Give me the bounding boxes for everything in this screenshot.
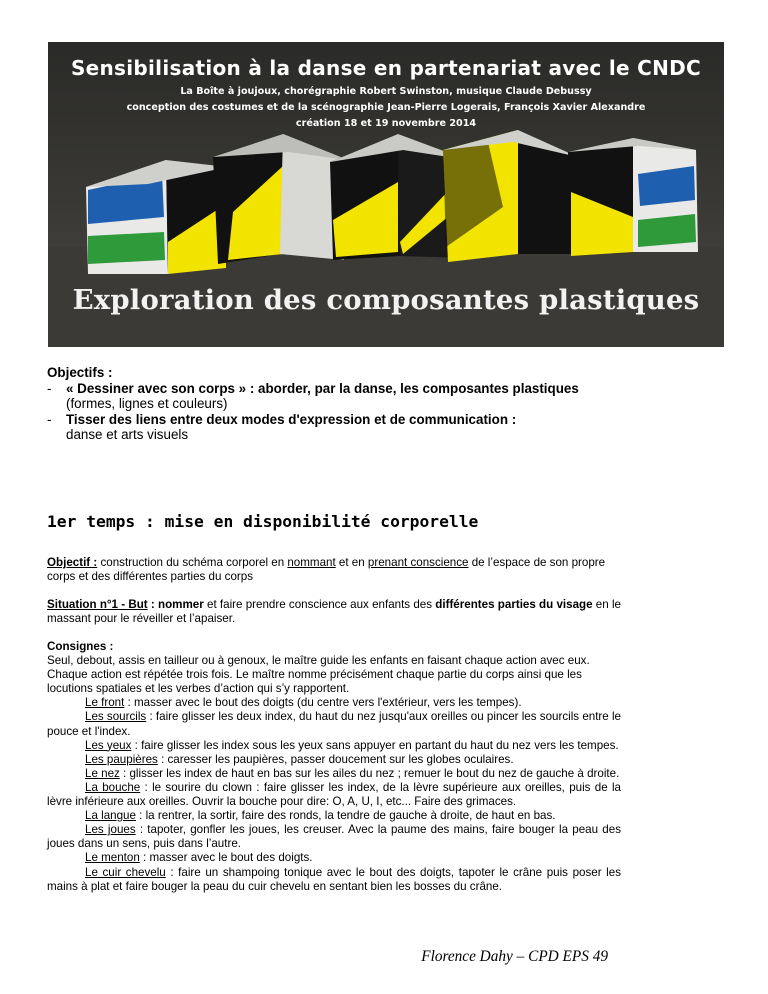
item-text: : glisser les index de haut en bas sur les ailes du nez ; remuer le bout du nez de gauche à droite. (119, 766, 620, 780)
text: : (147, 598, 158, 611)
item-text: : faire un shampoing tonique avec le bout des doigts, tapoter le crâne puis poser les mains à plat et faire bouger la peau du cuir chevelu en sentant bien les bosses du crâne. (47, 865, 621, 893)
objective-item-1 (47, 381, 627, 412)
item-label: Le nez (85, 766, 120, 780)
item-label: Les sourcils (85, 710, 147, 724)
prism-4 (443, 130, 578, 262)
text: prenant conscience (367, 556, 469, 569)
item-label: La bouche (85, 780, 141, 794)
instruction-item (47, 767, 621, 781)
instruction-item (47, 739, 621, 753)
banner-big-title: Exploration des composantes plastiques (72, 284, 700, 316)
dash-bullet: - (47, 380, 52, 396)
dash-bullet: - (47, 411, 52, 427)
item-text: : faire glisser les index sous les yeux sans appuyer en partant du haut du nez vers les tempes. (131, 738, 619, 752)
situation-paragraph (47, 598, 621, 626)
item-label: La langue (85, 809, 136, 823)
objective-2-rest: danse et arts visuels (66, 427, 189, 443)
objective-1-bold: « Dessiner avec son corps » : aborder, par la danse, les composantes plastiques (66, 380, 579, 396)
prism-5 (568, 138, 698, 256)
text: nommer (158, 598, 204, 611)
instruction-item (47, 696, 621, 710)
item-label: Les yeux (85, 738, 132, 752)
section-title: 1er temps : mise en disponibilité corporelle (47, 512, 479, 531)
text: et faire prendre conscience aux enfants des (203, 598, 436, 611)
signature: Florence Dahy – CPD EPS 49 (421, 948, 608, 965)
objective-item-2 (47, 412, 627, 443)
objectives-heading: Objectifs : (47, 365, 113, 380)
objective-2-bold: Tisser des liens entre deux modes d'expression et de communication : (66, 411, 517, 427)
objective-label: Objectif : (47, 556, 98, 569)
instructions-intro: Seul, debout, assis en tailleur ou à genoux, le maître guide les enfants en faisant chaque action avec eux. Chaque action est répétée trois fois. Le maître nomme précisément chaque partie du corps ainsi que les locutions spatiales et les verbes d’action qui s’y rapportent. (47, 654, 590, 696)
text: de l’espace de son propre corps et des différentes parties du corps (47, 556, 606, 584)
item-text: : la rentrer, la sortir, faire des ronds, la tendre de gauche à droite, de haut en bas. (135, 809, 556, 823)
instruction-item (47, 753, 621, 767)
item-label: Le cuir chevelu (85, 865, 166, 879)
instruction-item (47, 809, 621, 823)
text: et en (335, 556, 368, 569)
situation-label: Situation n°1 - But (47, 598, 148, 611)
instruction-item (47, 823, 621, 851)
banner-title: Sensibilisation à la danse en partenariat avec le CNDC (70, 56, 702, 80)
text: construction du schéma corporel en (97, 556, 288, 569)
item-text: : masser avec le bout des doigts. (139, 851, 313, 865)
item-label: Le front (85, 696, 125, 710)
item-label: Les paupières (85, 752, 158, 766)
objective-1-rest: (formes, lignes et couleurs) (66, 396, 228, 412)
instructions-label: Consignes : (47, 640, 114, 653)
item-text: : masser avec le bout des doigts (du centre vers l'extérieur, vers les tempes). (124, 696, 522, 710)
objective-paragraph (47, 556, 621, 584)
text: différentes parties du visage (435, 598, 593, 611)
banner-credits-line-1: La Boîte à joujoux, chorégraphie Robert Swinston, musique Claude Debussy (180, 86, 592, 97)
text: nommant (287, 556, 336, 569)
banner-image (48, 42, 724, 347)
instruction-item (47, 710, 621, 738)
item-label: Le menton (85, 851, 140, 865)
instruction-item (47, 866, 621, 894)
instructions-block (47, 640, 621, 894)
text: en le massant pour le réveiller et l’apaiser. (47, 598, 621, 626)
item-text: : caresser les paupières, passer doucement sur les globes oculaires. (157, 752, 514, 766)
objectives-block (47, 365, 627, 443)
item-text: : tapoter, gonfler les joues, les creuser. Avec la paume des mains, faire bouger la peau des joues dans un sens, puis dans l’autre. (47, 823, 621, 851)
prism-1 (86, 160, 228, 274)
instruction-item (47, 851, 621, 865)
instruction-item (47, 781, 621, 809)
item-text: : le sourire du clown : faire glisser les index, de la lèvre supérieure aux oreilles, puis de la lèvre inférieure aux oreilles. Ouvrir la bouche pour dire: O, A, U, I, etc... Faire des grimaces. (47, 780, 621, 809)
banner-credits-line-3: création 18 et 19 novembre 2014 (295, 118, 477, 129)
item-label: Les joues (85, 823, 136, 837)
banner-credits-line-2: conception des costumes et de la scénographie Jean-Pierre Logerais, François Xavier Alexandre (126, 102, 646, 113)
item-text: : faire glisser les deux index, du haut du nez jusqu'aux oreilles ou pincer les sourcils entre le pouce et l'index. (47, 710, 621, 738)
prism-2 (213, 134, 348, 264)
